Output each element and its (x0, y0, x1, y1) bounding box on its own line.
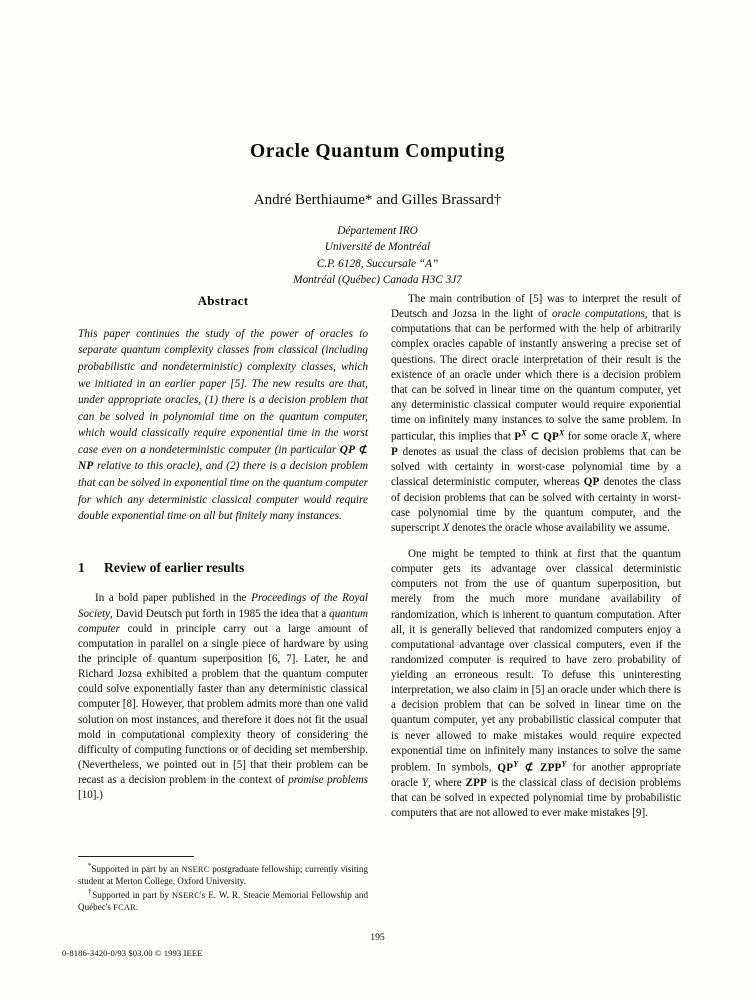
rp2-math-qp-superscript: Y (513, 758, 519, 768)
affiliation-line-1: Département IRO (337, 224, 418, 237)
rp1-text-b: , that is computations that can be performed with the help of arbitrarily complex oracles capable of instantly answering a precise set of questions. The direct oracle interpretation of their result is the existence of an oracle under which there is a decision problem that can be solved in linear time on the quantum computer, yet any deterministic classical computer would require exponential time on infinitely many instances to solve the same problem. In particular, this implies that (391, 308, 681, 443)
footnote-2-text-a: Supported in part by (92, 889, 173, 900)
rp2-math-qp: $QP^Y$ (497, 758, 519, 774)
p1-text-b: , David Deutsch put forth in 1985 the idea that a (110, 607, 330, 620)
right-column (391, 292, 681, 821)
rp2-math-zpp: $ZPP^Y$ (539, 758, 567, 774)
affiliation-line-4: Montréal (Québec) Canada H3C 3J7 (293, 274, 462, 287)
rp1-text-f: denotes the class of decision problems that can be solved with certainty in worst-case polynomial time by the quantum computer, and the superscript (391, 476, 681, 534)
footnote-divider (78, 856, 194, 857)
right-paragraph-2 (391, 547, 681, 821)
footnote-1-marker: * (88, 862, 92, 870)
rp2-math-zpp-superscript: Y (561, 758, 567, 768)
rp1-italic-oracle-computations: oracle computations (552, 308, 645, 321)
page-number: 195 (370, 932, 385, 943)
p1-italic-proceedings: Proceedings of the Royal Society (78, 592, 369, 620)
section-heading-1 (78, 559, 368, 578)
affiliation-line-2: Université de Montréal (324, 241, 431, 254)
author-line (60, 191, 695, 211)
footnote-2-nserc: NSERC (172, 890, 201, 900)
p1-text-a: In a bold paper published in the (95, 592, 252, 605)
p1-italic-promise-problems: promise problems (288, 774, 368, 787)
author-names: André Berthiaume* and Gilles Brassard† (253, 192, 502, 209)
affiliation-line-3: C.P. 6128, Succursale “A” (316, 257, 439, 270)
affiliation-block (60, 223, 695, 289)
rp2-math-zpp-plain: ZPP (465, 776, 488, 789)
rp1-math-qp: $QP^X$ (543, 428, 565, 443)
rp1-text-g: denotes the oracle whose availability we assume. (449, 521, 670, 534)
footnote-2-text-c: . (135, 902, 139, 913)
p1-text-c: could in principle carry out a large amount of computation in parallel on a single piece of hardware by using the principle of quantum superposition [6, 7]. Later, he and Richard Jozsa exhibited a problem that the quantum computer could solve exponentially faster than any deterministic classical computer [8]. However, that problem admits more than one valid solution on most instances, and therefore it does not fit the usual mold in computational complexity theory of considering the difficulty of computing functions or of deciding set membership. (Nevertheless, we pointed out in [5] that their problem can be recast as a decision problem in the context of (78, 622, 368, 787)
rp2-not-subset-operator: ⊄ (518, 761, 540, 774)
rp1-var-x-1: X (641, 430, 648, 443)
abstract-text-part-1: This paper continues the study of the power of oracles to separate quantum complexity classes from classical (including probabilistic and nondeterministic) complexity classes, which we initiated in an earlier paper [5]. The new results are that, under appropriate oracles, (1) there is a decision problem that can be solved in polynomial time on the quantum computer, which would classically require exponential time in the worst case even on a nondeterministic computer (in particular (78, 327, 368, 456)
rp1-text-d: , where (647, 430, 681, 443)
abstract-math-qp-not-subset-np: QP ⊄ NP (78, 443, 369, 473)
footnote-1 (78, 862, 368, 888)
rp2-text-b: for another appropriate oracle (391, 761, 681, 789)
rp1-math-qp-superscript: X (559, 428, 565, 438)
rp2-text-a: One might be tempted to think at first that the quantum computer gets its advantage over classical deterministic computers not from the use of quantum superposition, but merely from the much more mundane availability of randomization, which is inherent to quantum computation. After all, it is generally believed that randomized computers enjoy a computational advantage over classical computers, even if the randomized computer is required to have zero probability of yielding an erroneous result. To defuse this uninteresting interpretation, we also claim in [5] an oracle under which there is a decision problem that can be solved in linear time on the quantum computer, yet any probabilistic classical computer that is never allowed to make mistakes would require expected exponential time on infinitely many instances to solve the same problem. In symbols, (391, 547, 681, 774)
section-title: Review of earlier results (104, 559, 245, 575)
footnote-area (78, 856, 368, 914)
rp1-text-c: for some oracle (564, 430, 642, 443)
rp1-text-e: denotes as usual the class of decision problems that can be solved with certainty in worst-case polynomial time by a classical deterministic computer, whereas (391, 446, 681, 489)
rp2-text-d: is the classical class of decision problems that can be solved in expected polynomial time by probabilistic computers that are not allowed to ever make mistakes [9]. (391, 776, 682, 820)
footnote-2-fcar: FCAR (113, 903, 136, 913)
rp1-var-x-2: X (442, 521, 450, 534)
rp1-math-p-plain: P (391, 446, 398, 459)
rp1-math-p: $P^X$ (514, 428, 527, 443)
rp1-subset-operator: ⊂ (526, 430, 544, 443)
right-paragraph-1 (391, 292, 681, 536)
abstract-body (78, 326, 368, 525)
p1-italic-quantum-computer: quantum computer (78, 607, 368, 635)
rp1-math-p-superscript: X (521, 428, 527, 438)
title-block (60, 140, 695, 288)
p1-text-d: [10].) (78, 789, 103, 802)
footnote-1-text-a: Supported in part by an (91, 864, 182, 875)
section-number: 1 (78, 559, 85, 575)
abstract-heading: Abstract (197, 293, 249, 308)
section1-paragraph-1 (78, 591, 368, 803)
footnote-2 (78, 888, 368, 914)
copyright-notice: 0-8186-3420-0/93 $03.00 © 1993 IEEE (62, 948, 203, 958)
footnote-2-marker: † (88, 887, 93, 896)
footnote-2-text-b: 's E. W. R. Steacie Memorial Fellowship and Québec's (78, 889, 369, 913)
left-column (78, 292, 368, 803)
abstract-text-part-2: relative to this oracle), and (2) there is a decision problem that can be solved in exponential time on the quantum computer for which any deterministic classical computer would require double exponential time on all but finitely many instances. (78, 460, 368, 523)
rp1-math-qp-plain: QP (583, 476, 600, 489)
footnote-1-nserc: NSERC (181, 865, 210, 875)
page-title: Oracle Quantum Computing (250, 141, 505, 162)
footnote-1-text-b: postgraduate fellowship; currently visiting student at Merton College, Oxford University. (78, 864, 368, 887)
rp1-text-a: The main contribution of [5] was to interpret the result of Deutsch and Jozsa in the light of (391, 293, 681, 321)
rp2-var-y: Y (421, 776, 429, 789)
rp2-text-c: , where (428, 776, 466, 789)
